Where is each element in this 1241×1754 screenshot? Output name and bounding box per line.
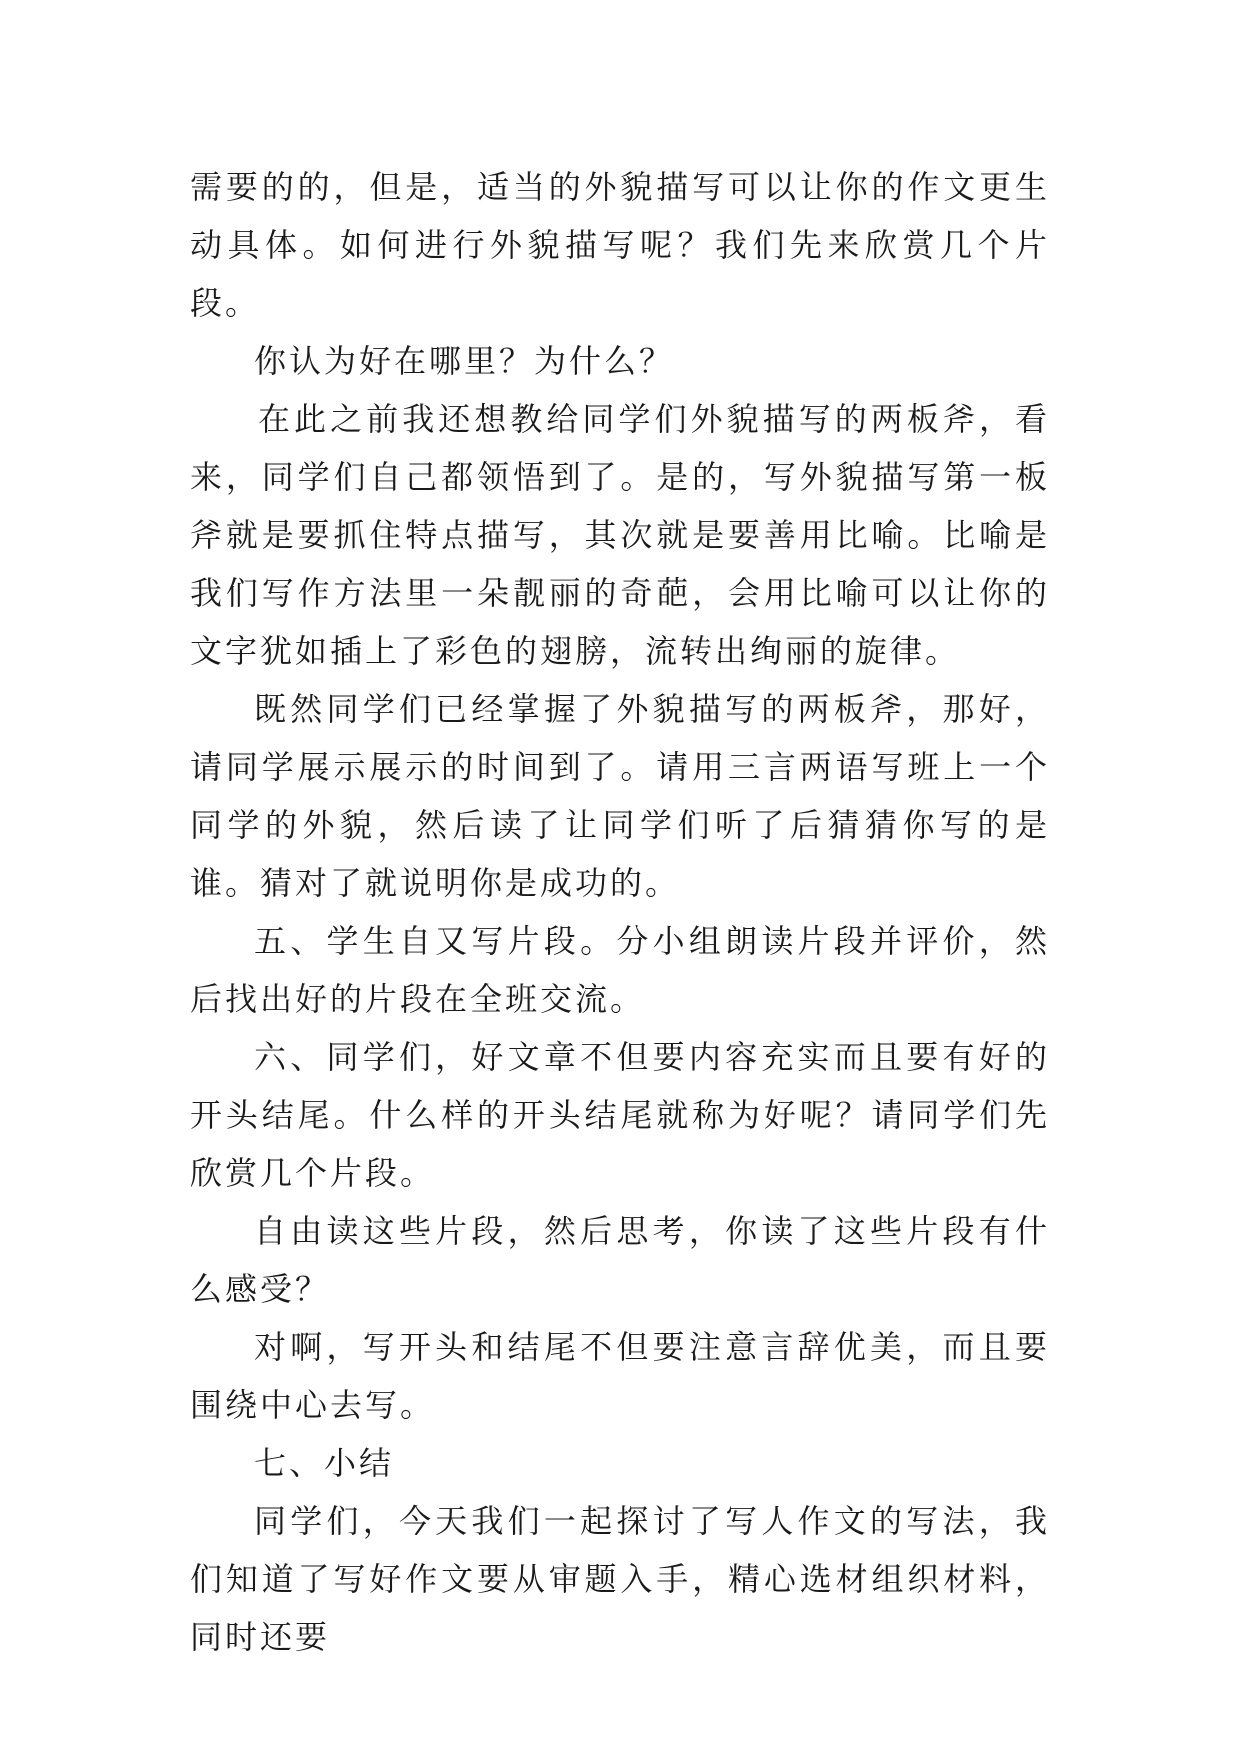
paragraph-free-reading: 自由读这些片段，然后思考，你读了这些片段有什么感受？: [190, 1212, 1050, 1308]
section-heading-summary: 七、小结: [254, 1444, 395, 1482]
paragraph-step-five: 五、学生自又写片段。分小组朗读片段并评价，然后找出好的片段在全班交流。: [190, 922, 1050, 1018]
paragraph-question: 你认为好在哪里？为什么？: [254, 342, 675, 380]
paragraph-opening-ending: 对啊，写开头和结尾不但要注意言辞优美，而且要围绕中心去写。: [190, 1328, 1050, 1424]
paragraph-two-axes: 在此之前我还想教给同学们外貌描写的两板斧，看来，同学们自己都领悟到了。是的，写外貌描写第一板斧就是要抓住特点描写，其次就是要善用比喻。比喻是我们写作方法里一朵靓丽的奇葩，会用比喻可以让你的文字犹如插上了彩色的翅膀，流转出绚丽的旋律。: [190, 400, 1050, 670]
paragraph-show-time: 既然同学们已经掌握了外貌描写的两板斧，那好，请同学展示展示的时间到了。请用三言两语写班上一个同学的外貌，然后读了让同学们听了后猜猜你写的是谁。猜对了就说明你是成功的。: [190, 690, 1050, 902]
paragraph-continuation: 需要的的，但是，适当的外貌描写可以让你的作文更生动具体。如何进行外貌描写呢？我们先来欣赏几个片段。: [190, 168, 1050, 322]
document-body: [190, 158, 1050, 1666]
paragraph-summary: 同学们，今天我们一起探讨了写人作文的写法，我们知道了写好作文要从审题入手，精心选材组织材料，同时还要: [190, 1502, 1050, 1656]
paragraph-step-six: 六、同学们，好文章不但要内容充实而且要有好的开头结尾。什么样的开头结尾就称为好呢？请同学们先欣赏几个片段。: [190, 1038, 1050, 1192]
